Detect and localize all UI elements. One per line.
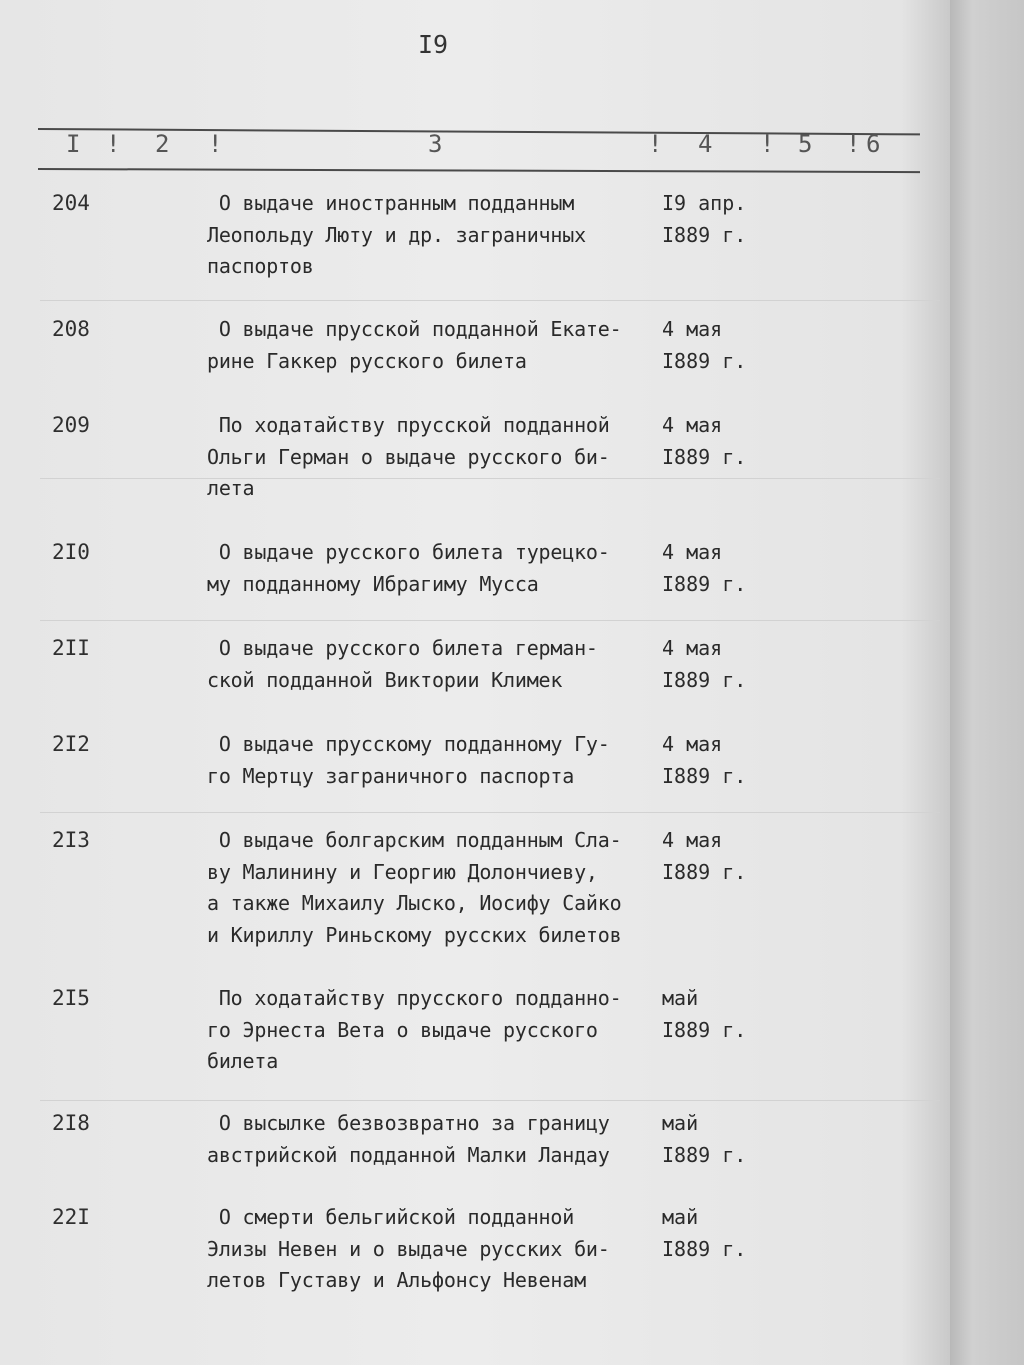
entry-date bbox=[662, 314, 746, 377]
entry-date bbox=[662, 188, 746, 251]
entry-number: 2I8 bbox=[52, 1111, 90, 1135]
entry-date bbox=[662, 633, 746, 696]
page-number: I9 bbox=[418, 30, 449, 59]
entry-number: 2II bbox=[52, 636, 90, 660]
description-line: Элизы Невен и о выдаче русских би- bbox=[207, 1236, 610, 1261]
date-day-month: I9 апр. bbox=[662, 191, 747, 215]
date-year: I889 г. bbox=[662, 667, 747, 692]
date-day-month: 4 мая bbox=[662, 413, 723, 437]
description-line: билета bbox=[207, 1049, 279, 1073]
entry-description bbox=[207, 633, 677, 696]
column-separator: ! bbox=[846, 130, 862, 158]
column-header-2: 2 bbox=[155, 130, 171, 158]
entry-date bbox=[662, 729, 746, 792]
description-line: Ольги Герман о выдаче русского би- bbox=[207, 444, 610, 469]
date-year: I889 г. bbox=[662, 348, 747, 373]
description-line: О выдаче русского билета герман- bbox=[207, 636, 598, 660]
entry-number: 204 bbox=[52, 191, 90, 215]
description-line: ской подданной Виктории Климек bbox=[207, 667, 563, 692]
bleed-through-line bbox=[40, 620, 940, 621]
date-day-month: 4 мая bbox=[662, 828, 723, 852]
entry-number: 209 bbox=[52, 413, 90, 437]
entry-date bbox=[662, 983, 746, 1046]
entry-date bbox=[662, 825, 746, 888]
description-line: го Мертцу заграничного паспорта bbox=[207, 763, 575, 788]
date-year: I889 г. bbox=[662, 1142, 747, 1167]
column-header-6: 6 bbox=[866, 130, 882, 158]
description-line: О выдаче русского билета турецко- bbox=[207, 540, 610, 564]
column-separator: ! bbox=[760, 130, 776, 158]
entry-description bbox=[207, 188, 677, 283]
date-day-month: май bbox=[662, 986, 699, 1010]
description-line: О высылке безвозвратно за границу bbox=[207, 1111, 610, 1135]
entry-date bbox=[662, 537, 746, 600]
entry-description bbox=[207, 537, 677, 600]
entry-date bbox=[662, 1108, 746, 1171]
description-line: лета bbox=[207, 476, 255, 500]
entry-description bbox=[207, 983, 677, 1078]
description-line: О выдаче прусскому подданному Гу- bbox=[207, 732, 610, 756]
entry-number: 2I0 bbox=[52, 540, 90, 564]
column-separator: ! bbox=[106, 130, 122, 158]
bleed-through-line bbox=[40, 300, 940, 301]
date-year: I889 г. bbox=[662, 763, 747, 788]
description-line: О выдаче иностранным подданным bbox=[207, 191, 575, 215]
description-line: ву Малинину и Георгию Долончиеву, bbox=[207, 859, 598, 884]
entry-number: 2I2 bbox=[52, 732, 90, 756]
column-header-3: 3 bbox=[428, 130, 444, 158]
entry-description bbox=[207, 1202, 677, 1297]
description-line: паспортов bbox=[207, 254, 314, 278]
date-day-month: 4 мая bbox=[662, 317, 723, 341]
date-day-month: 4 мая bbox=[662, 636, 723, 660]
date-day-month: 4 мая bbox=[662, 732, 723, 756]
entry-number: 208 bbox=[52, 317, 90, 341]
date-year: I889 г. bbox=[662, 222, 747, 247]
date-year: I889 г. bbox=[662, 571, 747, 596]
description-line: О смерти бельгийской подданной bbox=[207, 1205, 575, 1229]
entry-number: 2I3 bbox=[52, 828, 90, 852]
column-separator: ! bbox=[208, 130, 224, 158]
description-line: летов Густаву и Альфонсу Невенам bbox=[207, 1268, 586, 1292]
entry-description bbox=[207, 314, 677, 377]
description-line: го Эрнеста Вета о выдаче русского bbox=[207, 1017, 598, 1042]
entry-date bbox=[662, 410, 746, 473]
page-edge-shadow bbox=[950, 0, 1024, 1365]
date-year: I889 г. bbox=[662, 1017, 747, 1042]
entry-description bbox=[207, 410, 677, 505]
entry-description bbox=[207, 825, 677, 951]
description-line: Леопольду Люту и др. заграничных bbox=[207, 222, 586, 247]
description-line: и Кириллу Риньскому русских билетов bbox=[207, 922, 622, 947]
bleed-through-line bbox=[40, 1100, 940, 1101]
column-header-4: 4 bbox=[698, 130, 714, 158]
description-line: а также Михаилу Лыско, Иосифу Сайко bbox=[207, 891, 622, 915]
bleed-through-line bbox=[40, 812, 940, 813]
description-line: му подданному Ибрагиму Мусса bbox=[207, 571, 539, 596]
column-header-1: I bbox=[66, 130, 82, 158]
date-day-month: 4 мая bbox=[662, 540, 723, 564]
entry-description bbox=[207, 1108, 677, 1171]
date-year: I889 г. bbox=[662, 1236, 747, 1261]
date-year: I889 г. bbox=[662, 444, 747, 469]
description-line: О выдаче прусской подданной Екате- bbox=[207, 317, 622, 341]
entry-number: 2I5 bbox=[52, 986, 90, 1010]
entry-description bbox=[207, 729, 677, 792]
description-line: По ходатайству прусского подданно- bbox=[207, 986, 622, 1010]
column-header-5: 5 bbox=[798, 130, 814, 158]
date-day-month: май bbox=[662, 1111, 699, 1135]
description-line: рине Гаккер русского билета bbox=[207, 348, 527, 373]
table-header-bottom-rule bbox=[38, 168, 920, 173]
description-line: О выдаче болгарским подданным Сла- bbox=[207, 828, 622, 852]
entry-date bbox=[662, 1202, 746, 1265]
description-line: По ходатайству прусской подданной bbox=[207, 413, 610, 437]
column-separator: ! bbox=[648, 130, 664, 158]
description-line: австрийской подданной Малки Ландау bbox=[207, 1142, 610, 1167]
date-year: I889 г. bbox=[662, 859, 747, 884]
entry-number: 22I bbox=[52, 1205, 90, 1229]
date-day-month: май bbox=[662, 1205, 699, 1229]
